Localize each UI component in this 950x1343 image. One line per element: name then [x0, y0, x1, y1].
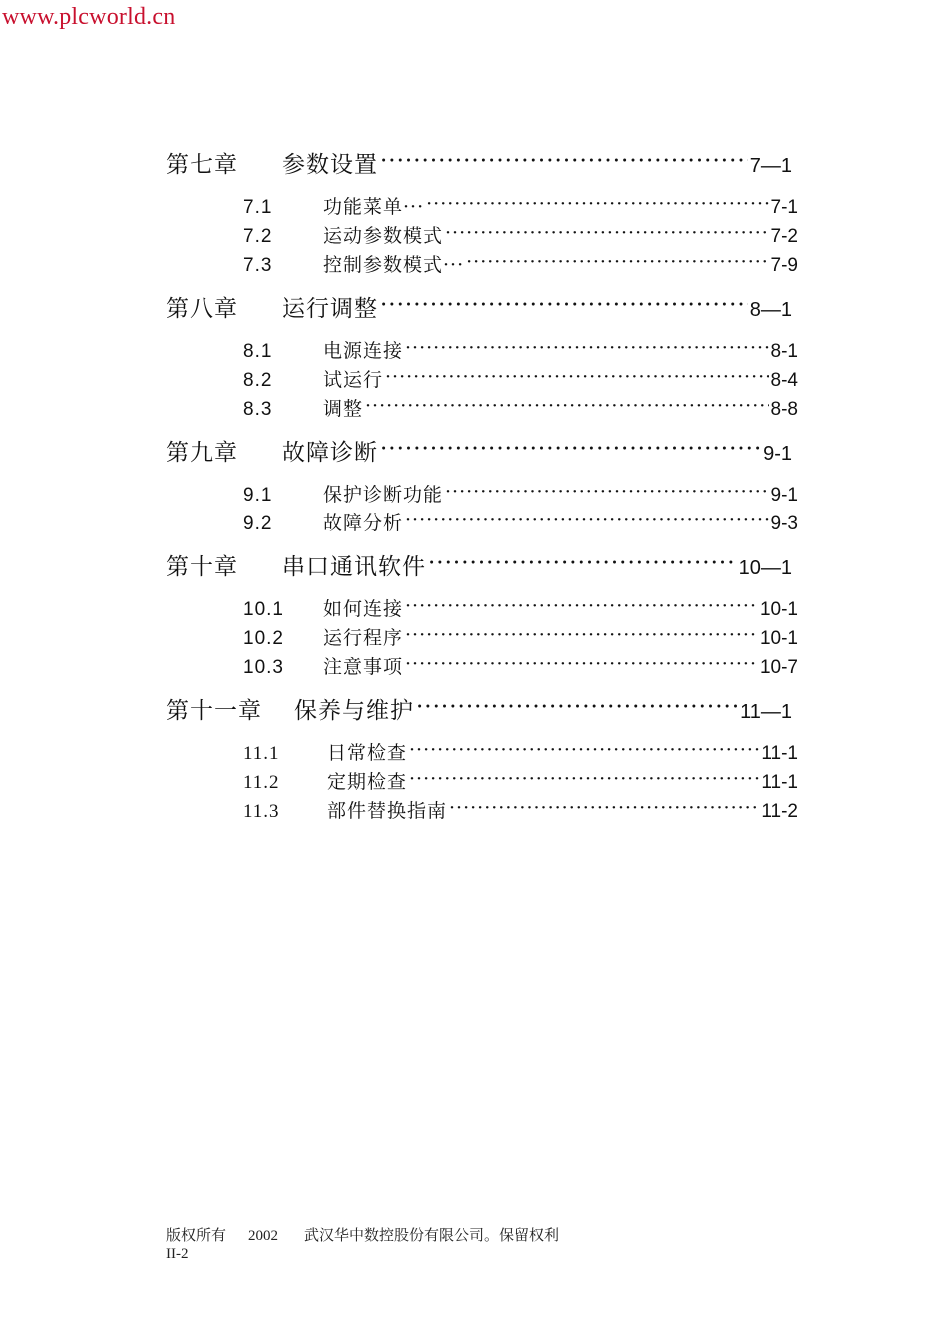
toc-section-7-2[interactable] [243, 221, 798, 248]
toc-section-7-1[interactable] [243, 192, 798, 219]
dot-leader [445, 223, 769, 242]
chapter-page: 7—1 [749, 155, 792, 177]
section-title: 定期检查 [327, 771, 408, 793]
toc-section-9-1[interactable] [243, 480, 798, 507]
section-number: 8.3 [243, 399, 273, 420]
toc-section-11-3[interactable] [243, 796, 798, 823]
footer-page-number: II-2 [166, 1246, 189, 1262]
section-number: 11.1 [243, 743, 280, 764]
chapter-title: 保养与维护 [294, 698, 414, 724]
section-title: 功能菜单··· [323, 196, 425, 218]
section-number: 10.3 [243, 657, 284, 678]
section-page: 8-1 [770, 341, 798, 362]
toc-chapter-10[interactable] [166, 548, 792, 581]
chapter-number: 第十一章 [166, 698, 262, 724]
dot-leader [416, 695, 738, 718]
section-page: 7-2 [770, 226, 798, 247]
section-number: 9.1 [243, 485, 273, 506]
footer-copyright-line [166, 1224, 559, 1245]
chapter-page: 9-1 [763, 443, 792, 465]
toc-section-11-1[interactable] [243, 738, 798, 765]
section-page: 10-1 [759, 628, 798, 649]
footer-company: 武汉华中数控股份有限公司。保留权利 [304, 1228, 560, 1244]
section-page: 10-1 [759, 599, 798, 620]
dot-leader [466, 252, 768, 271]
toc-section-10-2[interactable] [243, 623, 798, 650]
section-title: 如何连接 [323, 598, 404, 620]
section-number: 9.2 [243, 513, 273, 534]
section-number: 7.2 [243, 226, 273, 247]
section-number: 10.1 [243, 599, 284, 620]
chapter-page: 11—1 [740, 701, 792, 723]
toc-chapter-7[interactable] [166, 146, 792, 179]
section-number: 7.3 [243, 255, 273, 276]
footer-year: 2002 [248, 1228, 279, 1244]
chapter-number: 第八章 [166, 296, 238, 322]
dot-leader [409, 769, 759, 788]
toc-section-8-2[interactable] [243, 365, 798, 392]
toc-section-8-1[interactable] [243, 336, 798, 363]
section-title: 保护诊断功能 [323, 484, 444, 506]
toc-chapter-11[interactable] [166, 692, 792, 725]
section-number: 11.2 [243, 772, 280, 793]
dot-leader [365, 396, 769, 415]
section-title: 电源连接 [323, 340, 404, 362]
dot-leader [405, 510, 769, 529]
chapter-title: 参数设置 [282, 152, 378, 178]
dot-leader [405, 596, 758, 615]
section-title: 运动参数模式 [323, 225, 444, 247]
section-number: 7.1 [243, 197, 273, 218]
dot-leader [405, 654, 758, 673]
chapter-title: 故障诊断 [282, 440, 378, 466]
toc-chapter-9[interactable] [166, 434, 792, 467]
section-number: 10.2 [243, 628, 284, 649]
section-title: 日常检查 [327, 742, 408, 764]
dot-leader [380, 149, 748, 172]
section-title: 调整 [323, 398, 364, 420]
section-title: 注意事项 [323, 656, 404, 678]
toc-section-8-3[interactable] [243, 394, 798, 421]
dot-leader [405, 338, 769, 357]
chapter-number: 第七章 [166, 152, 238, 178]
dot-leader [449, 798, 759, 817]
dot-leader [405, 625, 758, 644]
section-number: 11.3 [243, 801, 280, 822]
section-page: 7-9 [770, 255, 798, 276]
dot-leader [409, 740, 759, 759]
chapter-page: 8—1 [749, 299, 792, 321]
toc-chapter-8[interactable] [166, 290, 792, 323]
dot-leader [445, 482, 769, 501]
section-number: 8.2 [243, 370, 273, 391]
dot-leader [428, 551, 737, 574]
footer-copyright: 版权所有 [166, 1228, 227, 1244]
section-page: 8-8 [770, 399, 798, 420]
section-title: 运行程序 [323, 627, 404, 649]
section-page: 7-1 [770, 197, 798, 218]
toc-section-9-2[interactable] [243, 508, 798, 535]
section-title: 部件替换指南 [327, 800, 448, 822]
dot-leader [380, 293, 748, 316]
section-page: 10-7 [759, 657, 798, 678]
chapter-number: 第九章 [166, 440, 238, 466]
section-title: 控制参数模式··· [323, 254, 465, 276]
section-title: 故障分析 [323, 512, 404, 534]
site-watermark: www.plcworld.cn [2, 4, 176, 30]
chapter-title: 串口通讯软件 [282, 554, 426, 580]
chapter-page: 10—1 [738, 557, 792, 579]
toc-section-10-1[interactable] [243, 594, 798, 621]
toc-section-11-2[interactable] [243, 767, 798, 794]
dot-leader [426, 194, 768, 213]
section-page: 11-1 [761, 772, 798, 793]
section-number: 8.1 [243, 341, 273, 362]
section-page: 11-1 [761, 743, 798, 764]
section-page: 9-1 [770, 485, 798, 506]
section-page: 9-3 [770, 513, 798, 534]
toc-section-10-3[interactable] [243, 652, 798, 679]
dot-leader [380, 437, 761, 460]
section-page: 8-4 [770, 370, 798, 391]
chapter-title: 运行调整 [282, 296, 378, 322]
section-title: 试运行 [323, 369, 384, 391]
dot-leader [385, 367, 769, 386]
toc-section-7-3[interactable] [243, 250, 798, 277]
chapter-number: 第十章 [166, 554, 238, 580]
section-page: 11-2 [761, 801, 798, 822]
